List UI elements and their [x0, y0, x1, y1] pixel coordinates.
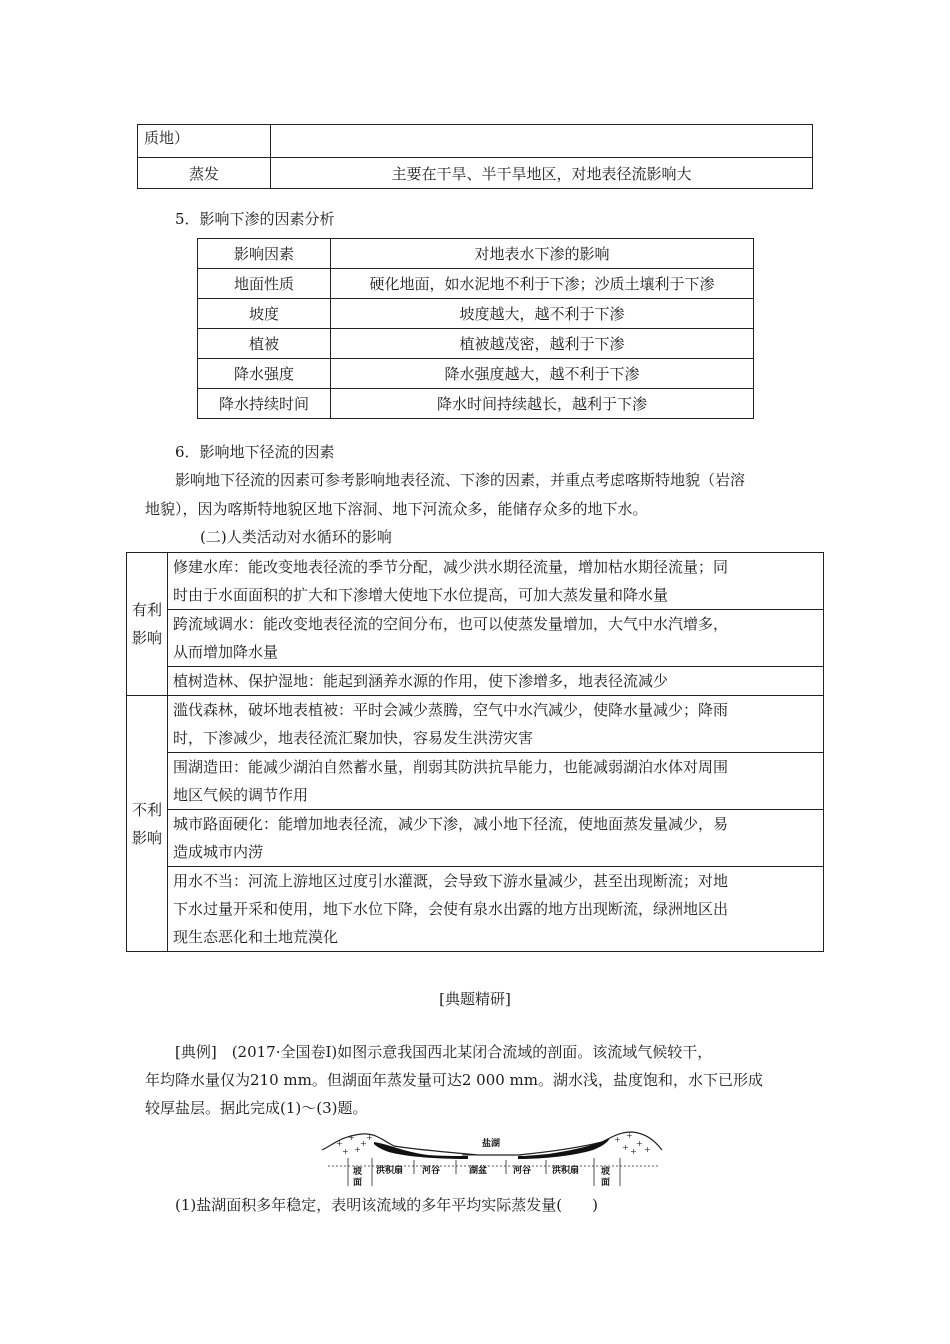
table-row: [127, 867, 824, 952]
question-line: (1)盐湖面积多年稳定，表明该流域的多年平均实际蒸发量( ): [175, 1196, 598, 1214]
slope-label-left-bottom: 面: [353, 1178, 363, 1188]
left-sediment: [374, 1142, 468, 1159]
impact-cell: [168, 753, 824, 810]
slope-label-right-bottom: 面: [601, 1178, 611, 1188]
factor-cell: 植被: [198, 329, 331, 359]
slope-label-left-top: 坡: [353, 1167, 363, 1177]
alluvial-fan-right-label: 洪积扇: [552, 1166, 580, 1176]
cell-line: 用水不当：河流上游地区过度引水灌溉，会导致下游水量减少，甚至出现断流；对地: [173, 872, 729, 890]
cell-line: 地区气候的调节作用: [173, 786, 309, 804]
table-row: [127, 667, 824, 696]
impact-cell: [168, 810, 824, 867]
svg-text:+: +: [348, 1133, 355, 1142]
svg-text:+: +: [644, 1145, 651, 1154]
effect-cell: 降水时间持续越长，越利于下渗: [331, 389, 754, 419]
cell-line: 城市路面硬化：能增加地表径流，减少下渗，减小地下径流，使地面蒸发量减少，易: [173, 815, 729, 833]
effect-cell: 植被越茂密，越利于下渗: [331, 329, 754, 359]
table-row: [127, 553, 824, 610]
effect-cell: 坡度越大，越不利于下渗: [331, 299, 754, 329]
table-row: [198, 329, 754, 359]
alluvial-fan-left-label: 洪积扇: [376, 1166, 404, 1176]
favorable-impact-label: [127, 553, 168, 696]
basin-profile-svg: [318, 1128, 664, 1188]
label-line: 影响: [131, 629, 162, 647]
cell-line: 修建水库：能改变地表径流的季节分配，减少洪水期径流量，增加枯水期径流量；同: [173, 558, 729, 576]
runoff-factor-table-continued: [137, 124, 813, 189]
svg-text:+: +: [636, 1139, 643, 1148]
table-row: [198, 389, 754, 419]
factor-cell: 地面性质: [198, 269, 331, 299]
column-header: 影响因素: [198, 239, 331, 269]
label-line: 不利: [131, 800, 162, 819]
factor-cell: 蒸发: [138, 158, 271, 189]
table-row: [198, 359, 754, 389]
cell-line: 造成城市内涝: [173, 843, 264, 861]
table-header-row: [198, 239, 754, 269]
svg-text:+: +: [342, 1147, 349, 1156]
table-row: [127, 610, 824, 667]
paragraph-line: 地貌），因为喀斯特地貌区地下溶洞、地下河流众多，能储存众多的地下水。: [145, 500, 648, 518]
label-line: 影响: [131, 828, 162, 847]
impact-cell: [168, 696, 824, 753]
cell-line: 现生态恶化和土地荒漠化: [173, 928, 339, 946]
svg-text:+: +: [336, 1139, 343, 1148]
label-line: 有利: [131, 601, 162, 619]
factor-cell: 质地）: [138, 125, 271, 158]
cell-line: 时，下渗减少，地表径流汇聚加快，容易发生洪涝灾害: [173, 729, 534, 747]
lake-label: 盐湖: [482, 1139, 501, 1149]
example-line: 年均降水量仅为210 mm。但湖面年蒸发量可达2 000 mm。湖水浅，盐度饱和，水下已形成: [145, 1071, 764, 1089]
impact-cell: [168, 553, 824, 610]
svg-text:+: +: [360, 1139, 367, 1148]
svg-text:+: +: [626, 1131, 633, 1140]
factor-cell: 降水强度: [198, 359, 331, 389]
effect-cell: 硬化地面，如水泥地不利于下渗；沙质土壤利于下渗: [331, 269, 754, 299]
effect-cell: [271, 125, 813, 158]
factor-cell: 坡度: [198, 299, 331, 329]
lake-basin-label: 湖盆: [469, 1166, 488, 1176]
table-row: [127, 696, 824, 753]
effect-cell: 主要在干旱、半干旱地区，对地表径流影响大: [271, 158, 813, 189]
table-row: [198, 299, 754, 329]
river-valley-right-label: 河谷: [513, 1166, 532, 1176]
table-row: [127, 810, 824, 867]
table-row: [198, 269, 754, 299]
impact-cell: [168, 667, 824, 696]
svg-text:+: +: [630, 1147, 637, 1156]
paragraph-line: 影响地下径流的因素可参考影响地表径流、下渗的因素，并重点考虑喀斯特地貌（岩溶: [175, 471, 746, 489]
section5-heading: 5．影响下渗的因素分析: [175, 210, 335, 228]
cell-line: 从而增加降水量: [173, 643, 279, 661]
right-sediment: [518, 1138, 610, 1159]
table-row: [138, 125, 813, 158]
cell-line: 滥伐森林，破坏地表植被：平时会减少蒸腾，空气中水汽减少，使降水量减少；降雨: [173, 701, 729, 719]
river-valley-left-label: 河谷: [422, 1166, 441, 1176]
svg-text:+: +: [614, 1135, 621, 1144]
column-header: 对地表水下渗的影响: [331, 239, 754, 269]
subsection-heading: (二)人类活动对水循环的影响: [200, 528, 392, 546]
impact-cell: [168, 867, 824, 952]
basin-profile-figure: [318, 1128, 664, 1188]
cell-line: 跨流域调水：能改变地表径流的空间分布，也可以使蒸发量增加，大气中水汽增多，: [173, 615, 729, 633]
cell-line: 植树造林、保护湿地：能起到涵养水源的作用，使下渗增多，地表径流减少: [173, 672, 669, 690]
unfavorable-impact-label: [127, 696, 168, 952]
svg-text:+: +: [366, 1133, 373, 1142]
impact-cell: [168, 610, 824, 667]
human-impact-table: [126, 552, 824, 952]
cell-line: 下水过量开采和使用，地下水位下降，会使有泉水出露的地方出现断流，绿洲地区出: [173, 900, 729, 918]
section6-heading: 6．影响地下径流的因素: [175, 443, 335, 461]
cell-line: 时由于水面面积的扩大和下渗增大使地下水位提高，可加大蒸发量和降水量: [173, 586, 669, 604]
example-line: 较厚盐层。据此完成(1)～(3)题。: [145, 1099, 368, 1117]
table-row: [138, 158, 813, 189]
effect-cell: 降水强度越大，越不利于下渗: [331, 359, 754, 389]
svg-text:+: +: [354, 1145, 361, 1154]
svg-text:+: +: [622, 1143, 629, 1152]
table-row: [127, 753, 824, 810]
section-title: [典题精研]: [439, 990, 511, 1008]
infiltration-factor-table: [197, 238, 754, 419]
cell-line: 围湖造田：能减少湖泊自然蓄水量，削弱其防洪抗旱能力，也能减弱湖泊水体对周围: [173, 758, 729, 776]
slope-label-right-top: 坡: [601, 1167, 611, 1177]
factor-cell: 降水持续时间: [198, 389, 331, 419]
example-line: [典例] (2017·全国卷Ⅰ)如图示意我国西北某闭合流域的剖面。该流域气候较干，: [175, 1043, 713, 1061]
